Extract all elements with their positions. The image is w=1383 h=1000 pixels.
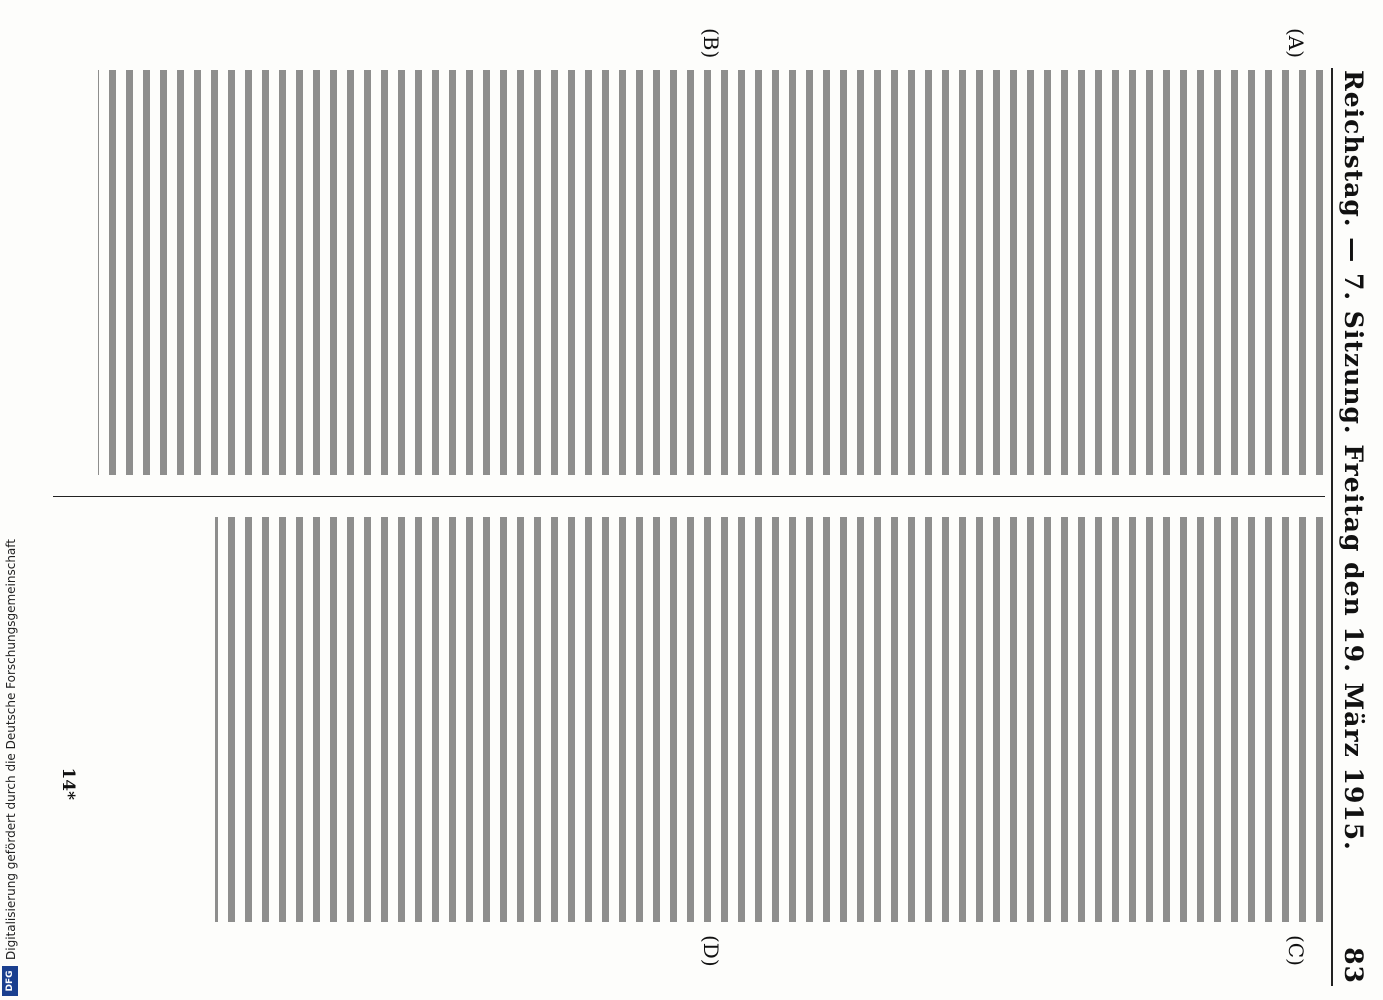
column-marker-b: (B) [699,28,723,59]
column-divider [53,496,1325,497]
digitization-note-text: Digitalisierung gefördert durch die Deutsche Forschungsgemeinschaft [4,538,18,960]
dfg-logo: DFG [2,966,18,996]
digitization-note [0,0,22,998]
text-column-left [98,70,1323,475]
column-marker-c: (C) [1284,935,1308,966]
column-marker-d: (D) [699,935,723,967]
signature-mark: 14* [58,767,78,800]
page-number: 83 [1339,947,1368,984]
column-marker-a: (A) [1284,28,1308,59]
text-column-right [215,517,1323,922]
header-rule [1331,68,1333,986]
running-header: Reichstag. — 7. Sitzung. Freitag den 19. März 1915. [1339,70,1368,851]
